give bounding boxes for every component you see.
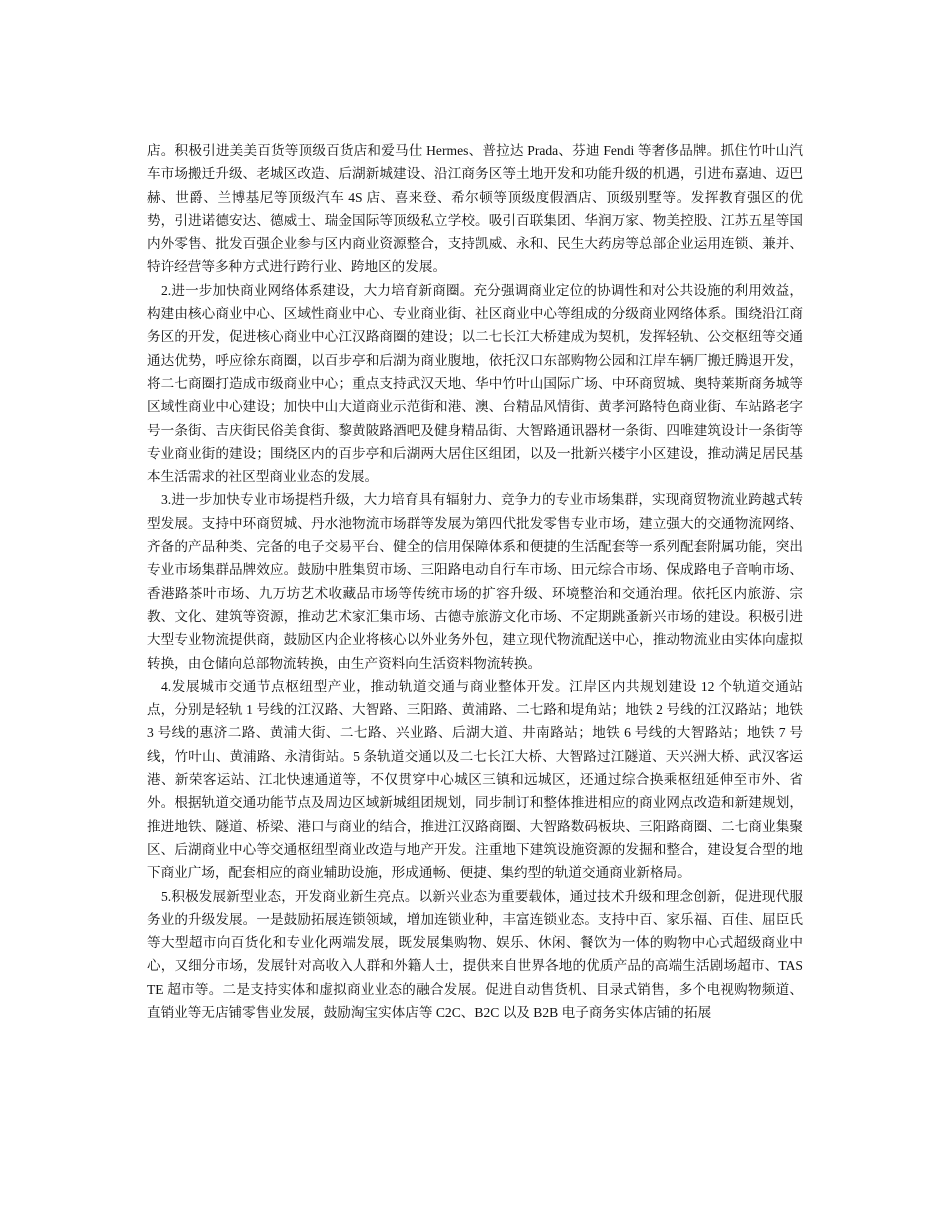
paragraph-item-4: 4.发展城市交通节点枢纽型产业，推动轨道交通与商业整体开发。江岸区内共规划建设 12 个轨道交通站点，分别是轻轨 1 号线的江汉路、大智路、三阳路、黄浦路、二七路和堤角站；地铁 2 号线的江汉路站；地铁 3 号线的惠济二路、黄浦大街、二七路、兴业路、后湖大道、井南路站；地铁 6 号线的大智路站；地铁 7 号线，竹叶山、黄浦路、永清街站。5 条轨道交通以及二七长江大桥、大智路过江隧道、天兴洲大桥、武汉客运港、新荣客运站、江北快速通道等，不仅贯穿中心城区三镇和远城区，还通过综合换乘枢纽延伸至市外、省外。根据轨道交通功能节点及周边区域新城组团规划，同步制订和整体推进相应的商业网点改造和新建规划，推进地铁、隧道、桥梁、港口与商业的结合，推进江汉路商圈、大智路数码板块、三阳路商圈、二七商业集聚区、后湖商业中心等交通枢纽型商业改造与地产开发。注重地下建筑设施资源的发掘和整合，建设复合型的地下商业广场，配套相应的商业辅助设施，形成通畅、便捷、集约型的轨道交通商业新格局。 bbox=[147, 678, 803, 881]
document-page bbox=[147, 139, 803, 1024]
paragraph-item-3: 3.进一步加快专业市场提档升级，大力培育具有辐射力、竞争力的专业市场集群，实现商贸物流业跨越式转型发展。支持中环商贸城、丹水池物流市场群等发展为第四代批发零售专业市场，建立强大的交通物流网络、齐备的产品种类、完备的电子交易平台、健全的信用保障体系和便捷的生活配套等一系列配套附属功能，突出专业市场集群品牌效应。鼓励中胜集贸市场、三阳路电动自行车市场、田元综合市场、保成路电子音响市场、香港路茶叶市场、九万坊艺术收藏品市场等传统市场的扩容升级、环境整治和交通治理。依托区内旅游、宗教、文化、建筑等资源，推动艺术家汇集市场、古德寺旅游文化市场、不定期跳蚤新兴市场的建设。积极引进大型专业物流提供商，鼓励区内企业将核心以外业务外包，建立现代物流配送中心，推动物流业由实体向虚拟转换，由仓储向总部物流转换，由生产资料向生活资料物流转换。 bbox=[147, 492, 803, 671]
paragraph-item-5: 5.积极发展新型业态，开发商业新生亮点。以新兴业态为重要载体，通过技术升级和理念创新，促进现代服务业的升级发展。一是鼓励拓展连锁领域，增加连锁业种，丰富连锁业态。支持中百、家乐福、百佳、屈臣氏等大型超市向百货化和专业化两端发展，既发展集购物、娱乐、休闲、餐饮为一体的购物中心式超级商业中心，又细分市场，发展针对高收入人群和外籍人士，提供来自世界各地的优质产品的高端生活剧场超市、TASTE 超市等。二是支持实体和虚拟商业业态的融合发展。促进自动售货机、目录式销售，多个电视购物频道、直销业等无店铺零售业发展，鼓励淘宝实体店等 C2C、B2C 以及 B2B 电子商务实体店铺的拓展 bbox=[147, 888, 803, 1020]
paragraph-continuation: 店。积极引进美美百货等顶级百货店和爱马仕 Hermes、普拉达 Prada、芬迪 Fendi 等奢侈品牌。抓住竹叶山汽车市场搬迁升级、老城区改造、后湖新城建设、沿江商务区等土地开发和功能升级的机遇，引进布嘉迪、迈巴赫、世爵、兰博基尼等顶级汽车 4S 店、喜来登、希尔顿等顶级度假酒店、顶级别墅等。发挥教育强区的优势，引进诺德安达、德威士、瑞金国际等顶级私立学校。吸引百联集团、华润万家、物美控股、江苏五星等国内外零售、批发百强企业参与区内商业资源整合，支持凯威、永和、民生大药房等总部企业运用连锁、兼并、特许经营等多种方式进行跨行业、跨地区的发展。 bbox=[147, 143, 803, 275]
paragraph-item-2: 2.进一步加快商业网络体系建设，大力培育新商圈。充分强调商业定位的协调性和对公共设施的利用效益，构建由核心商业中心、区域性商业中心、专业商业街、社区商业中心等组成的分级商业网络体系。围绕沿江商务区的开发，促进核心商业中心江汉路商圈的建设；以二七长江大桥建成为契机，发挥轻轨、公交枢纽等交通通达优势，呼应徐东商圈，以百步亭和后湖为商业腹地，依托汉口东部购物公园和江岸车辆厂搬迁腾退开发，将二七商圈打造成市级商业中心；重点支持武汉天地、华中竹叶山国际广场、中环商贸城、奥特莱斯商务城等区域性商业中心建设；加快中山大道商业示范街和港、澳、台精品风情街、黄孝河路特色商业街、车站路老字号一条街、吉庆街民俗美食街、黎黄陂路酒吧及健身精品街、大智路通讯器材一条街、四唯建筑设计一条街等专业商业街的建设；围绕区内的百步亭和后湖两大居住区组团，以及一批新兴楼宇小区建设，推动满足居民基本生活需求的社区型商业业态的发展。 bbox=[147, 282, 803, 485]
